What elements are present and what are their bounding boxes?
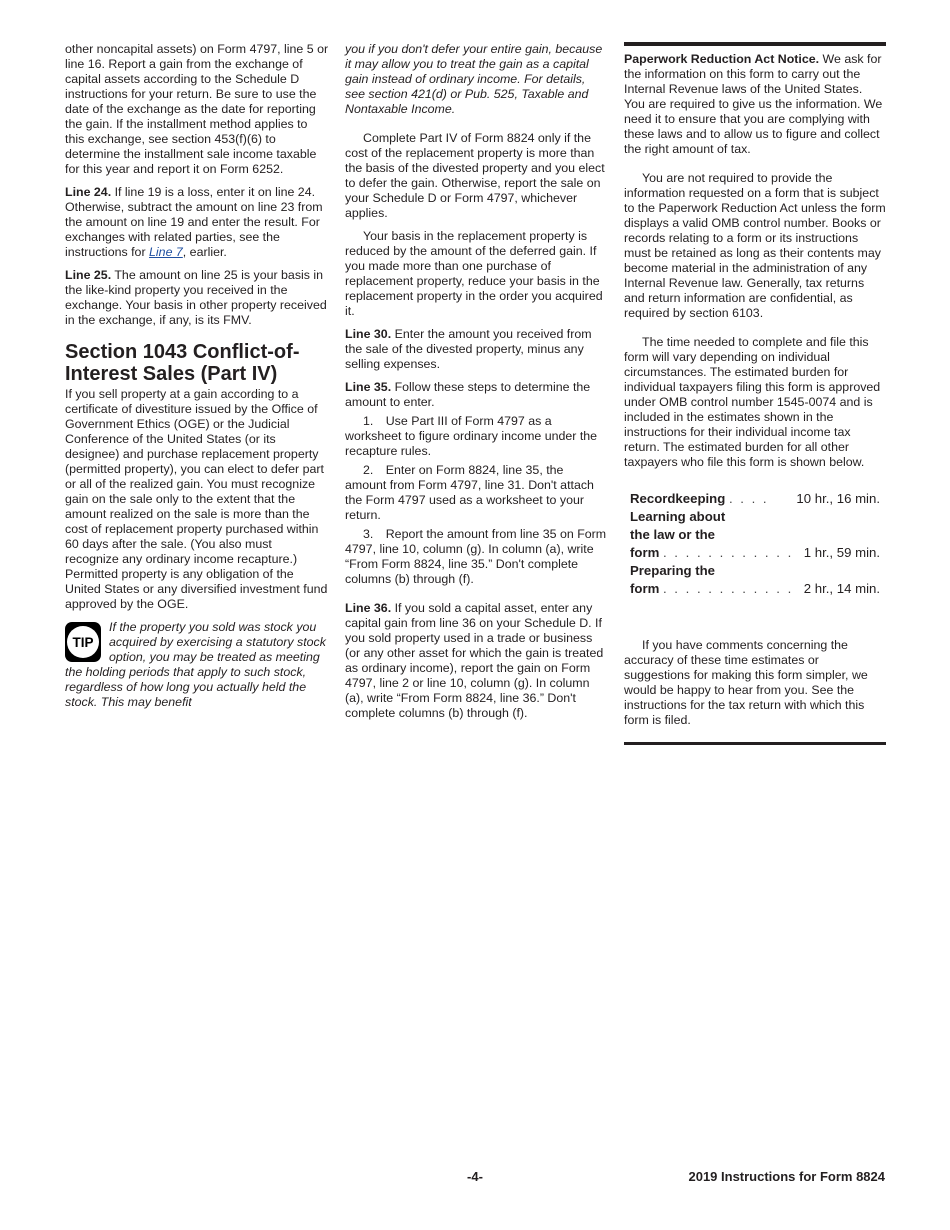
paragraph-paperwork-notice [624, 52, 886, 157]
paragraph-time-estimate: The time needed to complete and file this form will vary depending on individual circumstances. The estimated burden for individual taxpayers filing this form is approved under OMB control number 1545-0074 and is included in the estimates shown in the instructions for their individual income tax return. The estimated burden for all other taxpayers who file this form is shown below. [624, 335, 881, 469]
burden-label: Recordkeeping [630, 491, 726, 506]
line-36-heading: Line 36. [345, 601, 392, 615]
burden-row-recordkeeping [630, 490, 880, 508]
paragraph-exchange-gain: other noncapital assets) on Form 4797, line 5 or line 16. Report a gain from the exchange of capital assets according to the Schedule D instructions for your return. Be sure to use the date of the exchange as the date for reporting the gain. If the installment method applies to this exchange, see section 453(f)(6) to determine the installment sale income taxable for this year and report it on Form 6252. [65, 42, 329, 176]
leader-dots: . . . . . . . . . . . . [662, 581, 794, 596]
paragraph-line-24 [65, 185, 329, 260]
line-35-text: Follow these steps to determine the amount to enter. [345, 380, 591, 409]
paragraph-basis: Your basis in the replacement property is reduced by the amount of the deferred gain. If you made more than one purchase of replacement property, reduce your basis in the replacement property in the order you acquired it. [345, 229, 603, 318]
tip-text: If the property you sold was stock you acquired by exercising a statutory stock option, you may be treated as meeting the holding periods that apply to such stock, regardless of how long you actually held the stock. This may benefit [65, 620, 326, 709]
paperwork-notice-text: We ask for the information on this form to carry out the Internal Revenue laws of the United States. You are required to give us the information. We need it to ensure that you are complying with these laws and to allow us to figure and collect the right amount of tax. [624, 52, 883, 156]
burden-label: Preparing the [630, 563, 716, 578]
paragraph-comments: If you have comments concerning the accuracy of these time estimates or suggestions for making this form simpler, we would be happy to hear from you. See the instructions for the tax return with which this form is filed. [624, 638, 868, 727]
line-25-text: The amount on line 25 is your basis in the like-kind property you received in the exchange. Your basis in other property received in the exchange, if any, is its FMV. [65, 268, 327, 327]
paragraph-part-iv: Complete Part IV of Form 8824 only if the cost of the replacement property is more than the basis of the divested property and you elect to defer the gain. Otherwise, report the sale on your Schedule D or Form 4797, whichever applies. [345, 131, 605, 220]
line-25-heading: Line 25. [65, 268, 112, 282]
line-35-step-2: 2. Enter on Form 8824, line 35, the amount from Form 4797, line 31. Don't attach the Form 4797 used as a worksheet to your return. [345, 463, 594, 522]
tip-continued-text: you if you don't defer your entire gain, because it may allow you to treat the gain as a capital gain instead of ordinary income. For details, see section 421(d) or Pub. 525, Taxable and Nontaxable Income. [345, 42, 603, 116]
burden-value: 10 hr., 16 min. [796, 491, 880, 506]
paragraph-omb: You are not required to provide the information requested on a form that is subject to the Paperwork Reduction Act unless the form displays a valid OMB control number. Books or records relating to a form or its instructions must be retained as long as their contents may become material in the administration of any Internal Revenue law. Generally, tax returns and return information are confidential, as required by section 6103. [624, 171, 886, 320]
line-24-heading: Line 24. [65, 185, 112, 199]
tip-box [65, 620, 329, 710]
line-35-step-3: 3. Report the amount from line 35 on Form 4797, line 10, column (g). In column (a), write “From Form 8824, line 35.” Don't complete columns (b) through (f). [345, 527, 607, 586]
burden-value: 2 hr., 14 min. [803, 581, 880, 596]
paperwork-notice-box [624, 42, 886, 745]
line-7-link[interactable]: Line 7 [149, 245, 183, 259]
burden-table [630, 490, 880, 598]
line-35-heading: Line 35. [345, 380, 392, 394]
line-30-text: Enter the amount you received from the sale of the divested property, minus any selling expenses. [345, 327, 592, 371]
burden-label: the law or the [630, 527, 715, 542]
section-1043-heading: Section 1043 Conflict-of-Interest Sales (Part IV) [65, 341, 300, 385]
tip-label: TIP [67, 626, 99, 658]
tip-icon [65, 622, 101, 662]
line-36-text: If you sold a capital asset, enter any capital gain from line 36 on your Schedule D. If you sold property used in a trade or business (or any other asset for which the gain is treated as ordinary income), report the gain on Form 4797, line 2 or line 10, column (g). In column (a), write “From Form 8824, line 36.” Don't complete columns (b) through (f). [345, 601, 604, 720]
column-left [65, 42, 329, 710]
paragraph-section-1043: If you sell property at a gain according to a certificate of divestiture issued by the Office of Government Ethics (OGE) or the Judicial Conference of the United States (or its designee) and purchase replacement property (permitted property), you can elect to defer part or all of the realized gain. You must recognize gain on the sale only to the extent that the amount realized on the sale is more than the cost of replacement property purchased within 60 days after the sale. (You also must recognize any ordinary income recapture.) Permitted property is any obligation of the United States or any diversified investment fund approved by the OGE. [65, 387, 328, 611]
page-number: -4- [467, 1169, 483, 1184]
line-35-step-1: 1. Use Part III of Form 4797 as a worksheet to figure ordinary income under the recapture rules. [345, 414, 598, 458]
line-30-heading: Line 30. [345, 327, 392, 341]
line-24-text: If line 19 is a loss, enter it on line 24. Otherwise, subtract the amount on line 23 from the amount on line 19 and enter the result. For exchanges with related parties, see the instructions for [65, 185, 323, 259]
leader-dots: . . . . . . . . . . . . [662, 545, 794, 560]
burden-label: form [630, 545, 660, 560]
line-24-text-end: , earlier. [182, 245, 227, 259]
paperwork-notice-heading: Paperwork Reduction Act Notice. [624, 52, 820, 66]
paragraph-line-35 [345, 380, 607, 410]
column-middle [345, 42, 607, 729]
burden-row-learning [630, 508, 880, 562]
paragraph-line-30 [345, 327, 607, 372]
document-title: 2019 Instructions for Form 8824 [688, 1169, 885, 1184]
paragraph-line-36 [345, 601, 607, 721]
burden-label: form [630, 581, 660, 596]
burden-row-preparing [630, 562, 880, 598]
leader-dots: . . . . [728, 491, 769, 506]
burden-label: Learning about [630, 509, 726, 524]
burden-value: 1 hr., 59 min. [803, 545, 880, 560]
paragraph-line-25 [65, 268, 329, 328]
